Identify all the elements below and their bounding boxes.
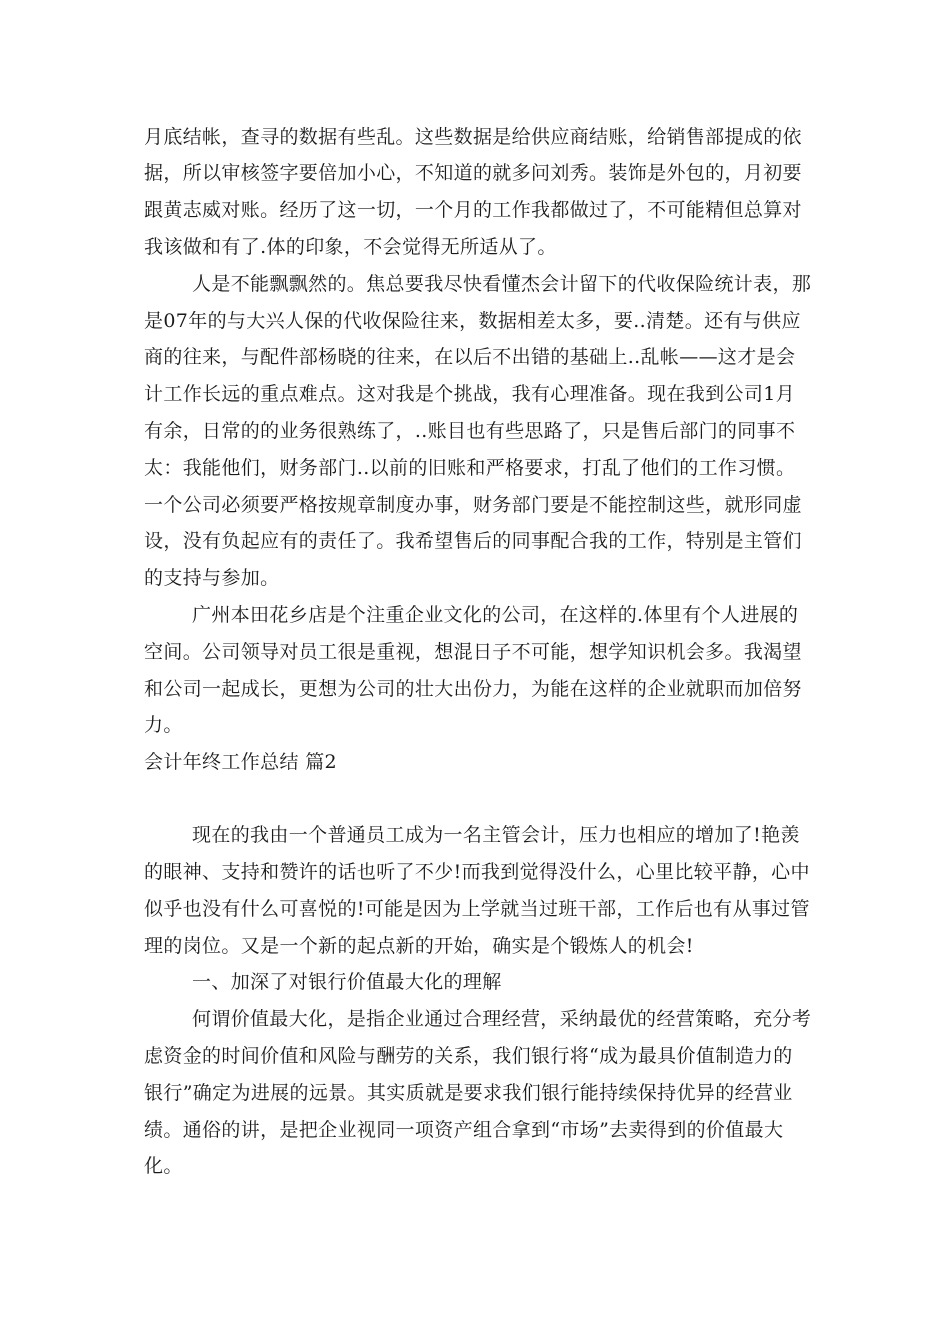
paragraph-line: 据，所以审核签字要倍加小心，不知道的就多问刘秀。装饰是外包的，月初要	[144, 162, 802, 184]
paragraph-line: 绩。通俗的讲，是把企业视同一项资产组合拿到“市场”去卖得到的价值最大	[144, 1119, 784, 1141]
paragraph-line: 现在的我由一个普通员工成为一名主管会计，压力也相应的增加了!艳羡	[192, 824, 800, 846]
paragraph-line: 一个公司必须要严格按规章制度办事，财务部门要是不能控制这些，就形同虚	[144, 494, 802, 516]
paragraph-line: 商的往来，与配件部杨晓的往来，在以后不出错的基础上..乱帐——这才是会	[144, 346, 796, 368]
paragraph-line: 有余，日常的的业务很熟练了，..账目也有些思路了，只是售后部门的同事不	[144, 420, 796, 442]
paragraph-line: 和公司一起成长，更想为公司的壮大出份力，为能在这样的企业就职而加倍努	[144, 678, 802, 700]
paragraph-line: 化。	[144, 1155, 183, 1177]
paragraph-line: 我该做和有了.体的印象，不会觉得无所适从了。	[144, 236, 557, 258]
paragraph-line: 何谓价值最大化，是指企业通过合理经营，采纳最优的经营策略，充分考	[192, 1008, 812, 1030]
section-heading: 会计年终工作总结 篇2	[144, 751, 337, 773]
paragraph-line: 理的岗位。又是一个新的起点新的开始，确实是个锻炼人的机会!	[144, 935, 694, 957]
subsection-heading: 一、加深了对银行价值最大化的理解	[192, 971, 502, 993]
paragraph-line: 设，没有负起应有的责任了。我希望售后的同事配合我的工作，特别是主管们	[144, 530, 802, 552]
paragraph-line: 是07年的与大兴人保的代收保险往来，数据相差太多，要..清楚。还有与供应	[144, 310, 801, 332]
paragraph-line: 月底结帐，查寻的数据有些乱。这些数据是给供应商结账，给销售部提成的依	[144, 126, 802, 148]
paragraph-line: 计工作长远的重点难点。这对我是个挑战，我有心理准备。现在我到公司1月	[144, 383, 795, 405]
paragraph-line: 银行”确定为进展的远景。其实质就是要求我们银行能持续保持优异的经营业	[144, 1082, 793, 1104]
paragraph-line: 人是不能飘飘然的。焦总要我尽快看懂杰会计留下的代收保险统计表，那	[192, 273, 812, 295]
paragraph-line: 广州本田花乡店是个注重企业文化的公司，在这样的.体里有个人进展的	[192, 604, 799, 626]
paragraph-line: 跟黄志威对账。经历了这一切，一个月的工作我都做过了，不可能精但总算对	[144, 199, 802, 221]
paragraph-line: 空间。公司领导对员工很是重视，想混日子不可能，想学知识机会多。我渴望	[144, 641, 802, 663]
paragraph-line: 太：我能他们，财务部门..以前的旧账和严格要求，打乱了他们的工作习惯。	[144, 457, 796, 479]
paragraph-line: 的支持与参加。	[144, 567, 280, 589]
paragraph-line: 力。	[144, 714, 183, 736]
paragraph-line: 似乎也没有什么可喜悦的!可能是因为上学就当过班干部，工作后也有从事过管	[144, 898, 810, 920]
paragraph-line: 的眼神、支持和赞许的话也听了不少!而我到觉得没什么，心里比较平静，心中	[144, 861, 810, 883]
paragraph-line: 虑资金的时间价值和风险与酬劳的关系，我们银行将“成为最具价值制造力的	[144, 1045, 793, 1067]
